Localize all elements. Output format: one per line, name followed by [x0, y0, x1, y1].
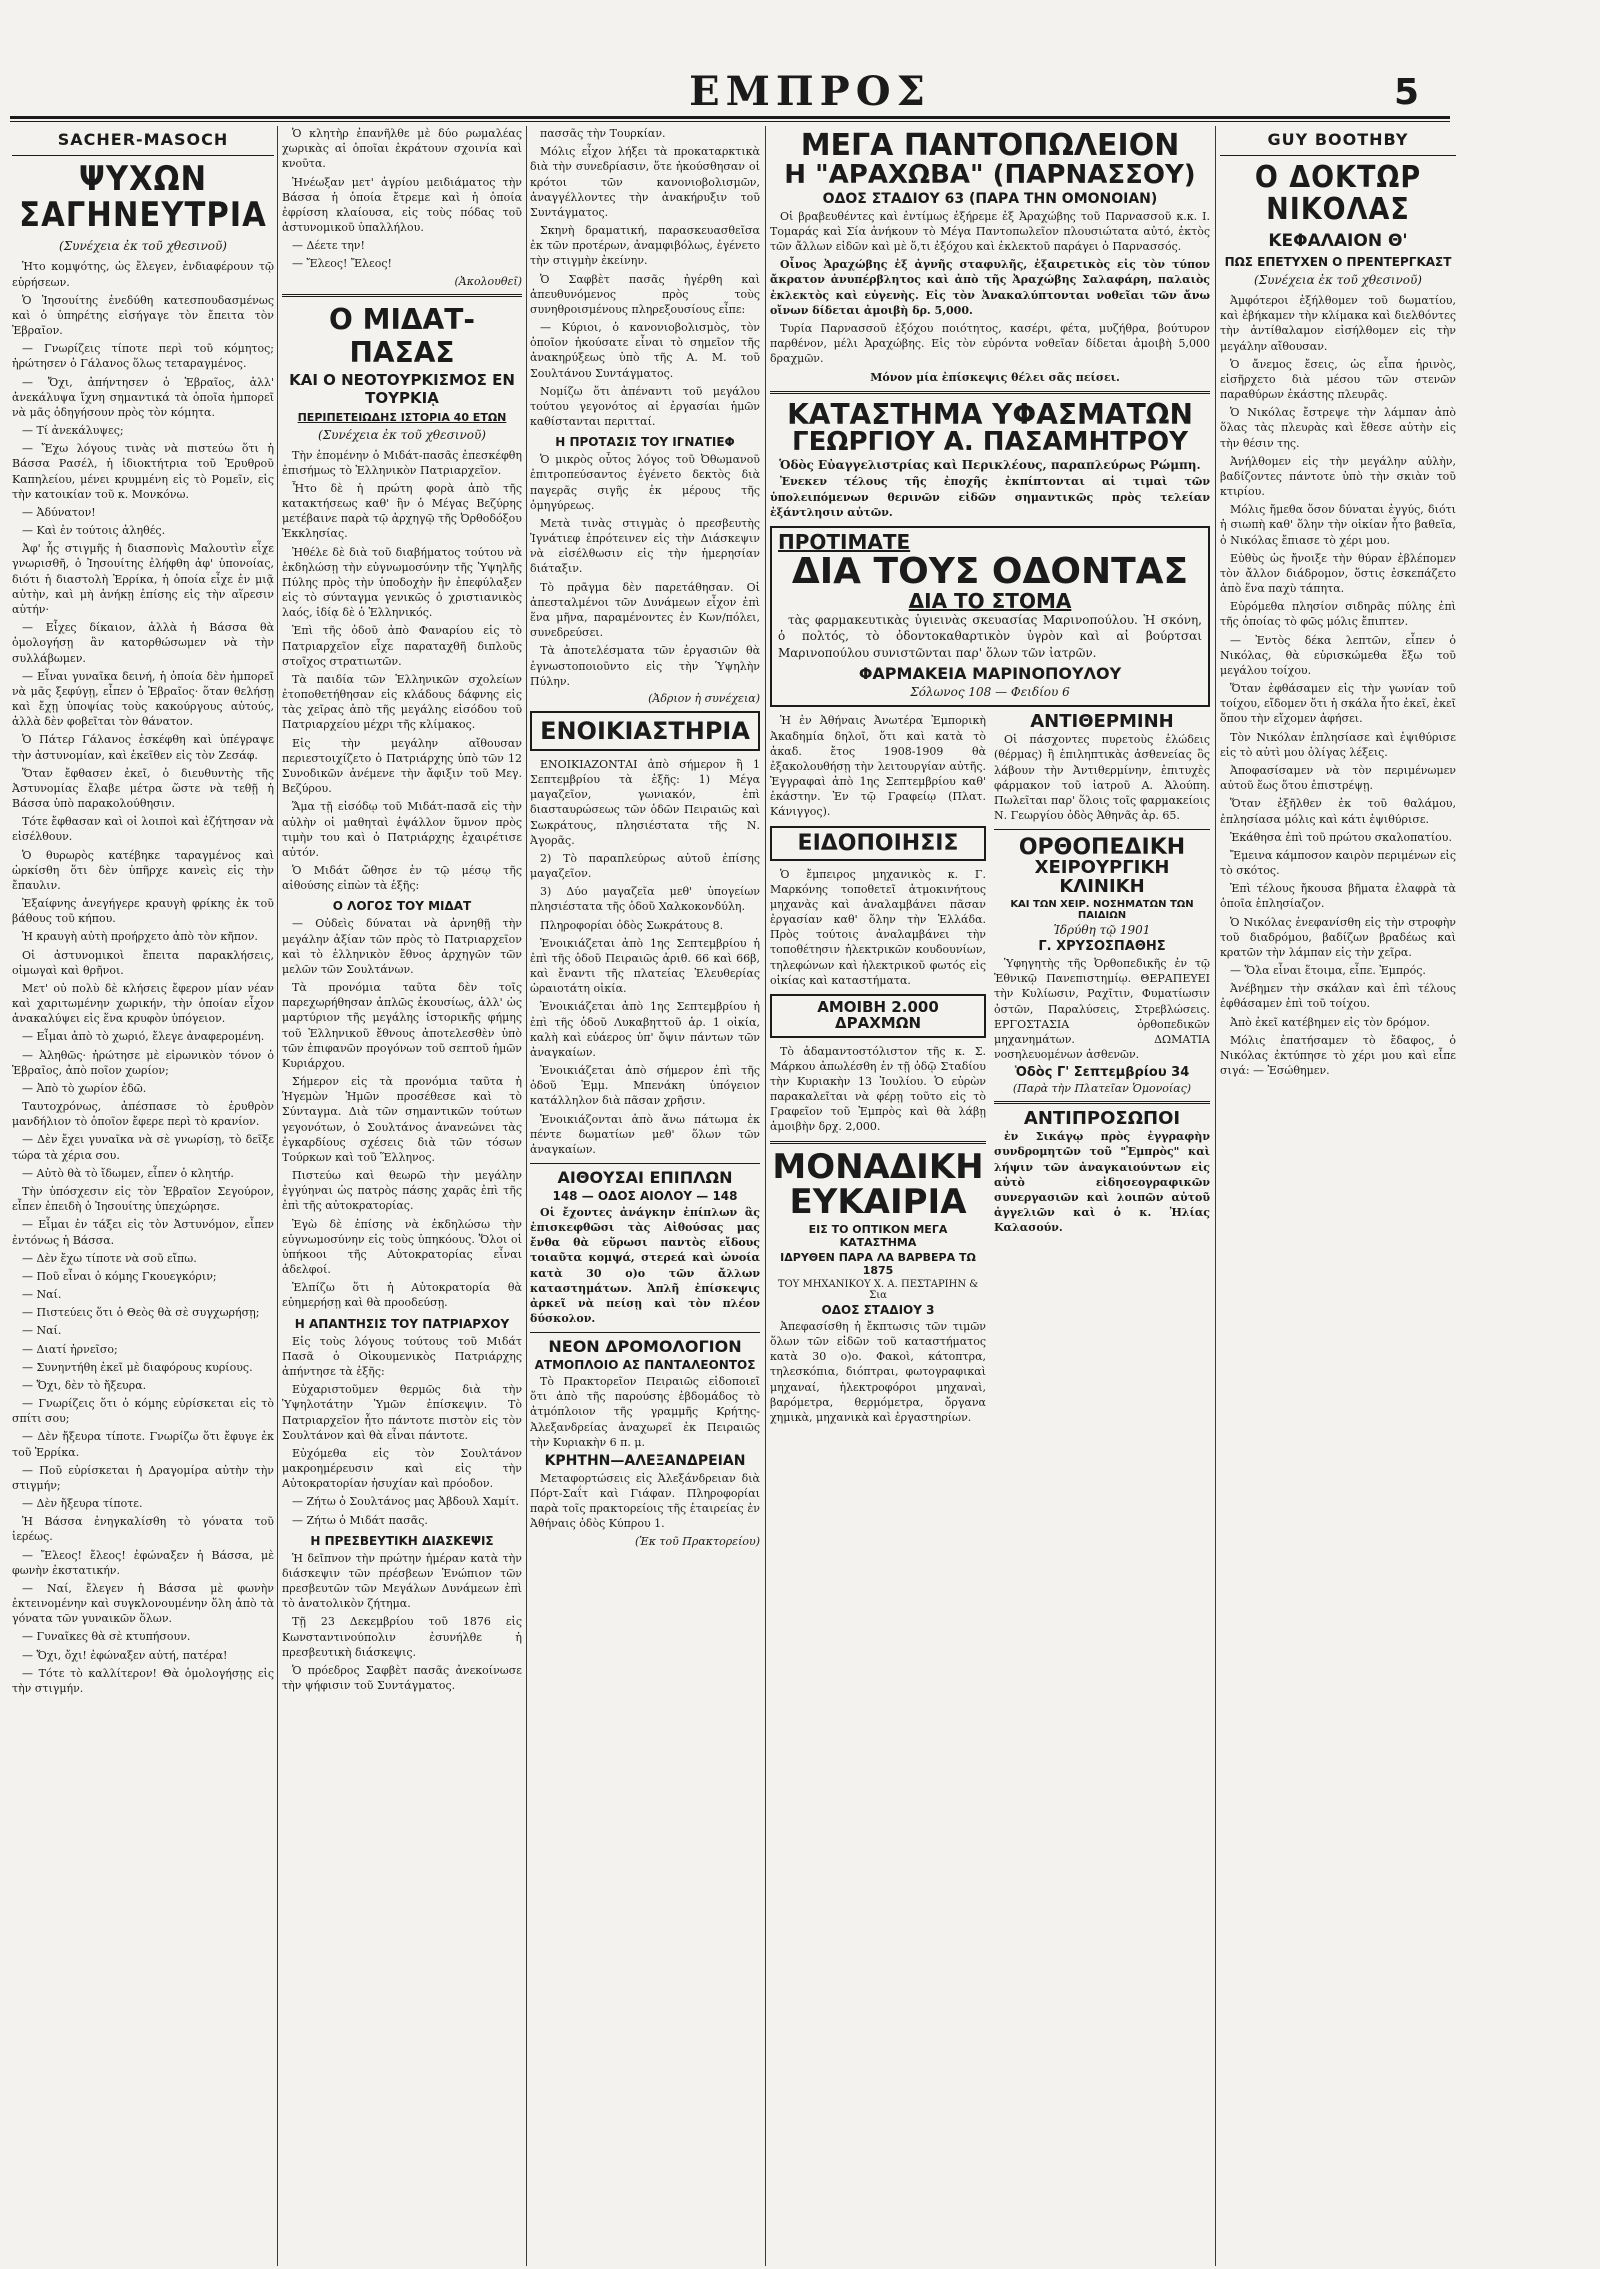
teeth-address: Σόλωνος 108 — Φειδίου 6 — [910, 685, 1070, 700]
paragraph: Μετὰ τινὰς στιγμὰς ὁ πρεσβευτὴς Ἰγνάτιεφ ἐπρότεινεν εἰς τὴν Διάσκεψιν νὰ εἰσέλθωσιν εἰς τὴν ἡμερησίαν διάταξιν. — [530, 516, 760, 576]
rule — [282, 294, 522, 297]
paragraph: Τὰ προνόμια ταῦτα δὲν τοῖς παρεχωρήθησαν ἁπλῶς ἐκουσίως, ἀλλ' ὡς μαρτύριον τῆς μεγάλης ἱστορικῆς φήμης τοῦ Ἑλληνικοῦ ἔθνους ἀποτελεσθὲν ὑπὸ τῶν ἐπιφανῶν προγόνων τοῦ σεπτοῦ ἡμῶν Κυριάρχου. — [282, 981, 522, 1070]
paragraph: — Αὐτὸ θὰ τὸ ἴδωμεν, εἶπεν ὁ κλητήρ. — [22, 1166, 234, 1180]
teeth-pharmacy: ΦΑΡΜΑΚΕΙΑ ΜΑΡΙΝΟΠΟΥΛΟΥ — [858, 664, 1122, 684]
teeth-ad — [770, 526, 1210, 707]
paragraph: Μετ' οὐ πολὺ δὲ κλήσεις ἔφερον μίαν νέαν καὶ χαριτωμένην χωρικήν, τὴν ὁποίαν εἶχον ἀνακαλύψει εἰς ἕνα κρυφὸν ὑπόγειον. — [12, 981, 274, 1026]
paragraph: — Ὄχι, ὄχι! ἐφώναξεν αὐτή, πατέρα! — [22, 1648, 228, 1662]
paragraph: Ἐπὶ τῆς ὁδοῦ ἀπὸ Φαναρίου εἰς τὸ Πατριαρχεῖον εἶχε παραταχθῆ διπλοῦς στοῖχος στρατιωτῶν. — [282, 624, 522, 668]
paragraph: — Τότε τὸ καλλίτερον! Θὰ ὁμολογήσῃς εἰς τὴν στιγμήν. — [12, 1666, 274, 1695]
column-classifieds — [530, 126, 760, 2266]
paragraph: 3) Δύο μαγαζεῖα μεθ' ὑπογείων πλησιέστατα τῆς ὁδοῦ Χαλκοκονδύλη. — [530, 885, 760, 914]
logos-body — [282, 916, 522, 1310]
paragraph: Ἐνοικιάζεται ἀπὸ 1ης Σεπτεμβρίου ἡ ἐπὶ τῆς ὁδοῦ Πειραιῶς ἀριθ. 66 καὶ 66β, καὶ ἔναντι τῆς πλατείας Ἐλευθερίας ὡραιοτάτη οἰκία. — [530, 936, 760, 996]
fabrics-address: Ὁδὸς Εὐαγγελιστρίας καὶ Περικλέους, παραπλεύρως Ρώμπη. — [779, 458, 1201, 473]
reward-box — [770, 994, 986, 1038]
paragraph: Ἠνέωξαν μετ' ἀγρίου μειδιάματος τὴν Βάσσα ἡ ὁποία ἔτρεμε καὶ ἡ ὁποία ἐφρίσση κλαίουσα, εἰς τοὺς πόδας τοῦ ἀστυνομικοῦ ὑπαλλήλου. — [282, 175, 522, 235]
paragraph: Μόλις εἶχον λήξει τὰ προκαταρκτικὰ διὰ τὴν συνεδρίασιν, ὅτε ἠκούσθησαν οἱ κρότοι τῶν κανονιοβολισμῶν, ἀναγγέλλοντες τὴν ἀνακήρυξιν τοῦ Συντάγματος. — [530, 145, 760, 219]
reward-text: Τὸ ἀδαμαντοστόλιστον τῆς κ. Σ. Μάρκου ἀπωλέσθη ἐν τῇ ὁδῷ Σταδίου τὴν Κυριακὴν 13 Ἰουλίου. Ὁ εὑρὼν παρακαλεῖται νὰ φέρῃ τοῦτο εἰς τὸ Γραφεῖον τοῦ Ἐμπρὸς καὶ θὰ λάβῃ ἀμοιβὴν δρχ. 2,000. — [770, 1044, 986, 1134]
grocery-name: Η "ΑΡΑΧΩΒΑ" (ΠΑΡΝΑΣΣΟΥ) — [784, 159, 1196, 190]
paragraph: — Ὄχι, ἀπήντησεν ὁ Ἑβραῖος, ἀλλ' ἀνεκάλυψα ἴχνη σημαντικά τὰ ὁποῖα ἠμπορεῖ νὰ μᾶς ὁδηγήσουν πρὸς τὸν κόμητα. — [12, 375, 274, 419]
teeth-title: ΔΙΑ ΤΟΥΣ ΟΔΟΝΤΑΣ — [791, 550, 1189, 592]
midhat-continuation — [530, 126, 760, 429]
rule — [770, 1141, 986, 1144]
unique-address: ΟΔΟΣ ΣΤΑΔΙΟΥ 3 — [821, 1302, 935, 1317]
rule — [12, 155, 274, 156]
column-serial-novel — [12, 126, 274, 2266]
paragraph: — Δέετε την! — [292, 239, 365, 253]
schedule-sign: (Ἐκ τοῦ Πρακτορείου) — [635, 1534, 760, 1548]
paragraph: Ἠθέλε δὲ διὰ τοῦ διαβήματος τούτου νὰ ἐκδηλώσῃ τὴν εὐγνωμοσύνην τῆς Ὑψηλῆς Πύλης πρὸς τὴν ὑποδοχὴν ἣν ἐπεφύλαξεν εἰς τὸ σύνταγμα γενικῶς ὁ χριστιανικὸς λαός, ἰδίᾳ δὲ ὁ Ἑλληνικός. — [282, 545, 522, 620]
adverts-lower-left — [770, 713, 986, 1428]
paragraph: — Γνωρίζεις τίποτε περὶ τοῦ κόμητος; ἠρώτησεν ὁ Γάλανος ὅλως τεταραγμένος. — [12, 342, 274, 371]
masthead-rule-thin — [10, 121, 1450, 122]
notice-text: Ὁ ἔμπειρος μηχανικὸς κ. Γ. Μαρκόνης τοποθετεῖ ἀτμοκινήτους μηχανὰς καὶ ἀναλαμβάνει πᾶσαν ἐργασίαν καθ' ὅλην τὴν Ἑλλάδα. Πρὸς τούτοις ἀναλαμβάνει τὴν τοποθέτησιν ἠλεκτρικῶν κουδουνίων, τηλεφώνων καὶ ἠλεκτρικοῦ φωτός εἰς οἰκίας καὶ καταστήματα. — [770, 867, 986, 987]
midhat-cont: (Συνέχεια ἐκ τοῦ χθεσινοῦ) — [318, 427, 486, 442]
paragraph: Τὸν Νικόλαν ἐπλησίασε καὶ ἐψιθύρισε εἰς τὸ αὐτὶ μου ὀλίγας λέξεις. — [1220, 730, 1456, 759]
paragraph: Ὁ θυρωρὸς κατέβηκε ταραγμένος καὶ ὡρκίσθη ὅτι δὲν ὑπῆρχε κανεὶς εἰς τὴν ἔπαυλιν. — [12, 848, 274, 892]
unique-owner: ΤΟΥ ΜΗΧΑΝΙΚΟΥ Χ. Α. ΠΕΣΤΑΡΙΗΝ & Σια — [777, 1278, 979, 1301]
paragraph: Τὴν ὑπόσχεσιν εἰς τὸν Ἐβραῖον Σεγούρον, εἶπεν ἐπειδὴ ὁ Ἰησουίτης ὑπεχώρησε. — [12, 1185, 274, 1214]
paragraph: Ὁ Νικόλας ἔστρεψε τὴν λάμπαν ἀπὸ ὅλας τὰς πλευρὰς καὶ ἔθεσε αὐτὴν εἰς τὴν θέσιν της. — [1220, 406, 1456, 450]
paragraph: Τότε ἔφθασαν καὶ οἱ λοιποὶ καὶ ἐζήτησαν νὰ εἰσέλθουν. — [12, 815, 274, 844]
paragraph: — Ποῦ εὑρίσκεται ἡ Δραγομίρα αὐτὴν τὴν στιγμήν; — [12, 1463, 274, 1492]
ortho-note: (Παρὰ τὴν Πλατεῖαν Ὁμονοίας) — [1012, 1082, 1192, 1096]
serial2-title: Ο ΔΟΚΤΩΡ ΝΙΚΟΛΑΣ — [1254, 160, 1422, 227]
paragraph: Ἡ κραυγὴ αὐτὴ προήρχετο ἀπὸ τὸν κῆπον. — [22, 930, 258, 944]
paragraph: Οἱ ἀστυνομικοὶ ἔπειτα παρακλήσεις, οἰμωγαὶ καὶ θρῆνοι. — [12, 948, 274, 977]
unique-title-2: ΕΥΚΑΙΡΙΑ — [789, 1182, 967, 1223]
paragraph: Ἐπὶ τέλους ἤκουσα βῆματα ἐλαφρὰ τὰ ὁποῖα ἐπλησίαζον. — [1220, 882, 1456, 911]
ortho-year: Ἱδρύθη τῷ 1901 — [1053, 923, 1151, 938]
paragraph: Ἐκάθησα ἐπὶ τοῦ πρώτου σκαλοπατίου. — [1230, 830, 1452, 844]
paragraph: Ἔμεινα κάμποσον καιρὸν περιμένων εἰς τὸ σκότος. — [1220, 848, 1456, 878]
paragraph: Ἐξαίφνης ἀνεγήγερε κραυγὴ φρίκης ἐκ τοῦ βάθους τοῦ κήπου. — [12, 897, 274, 926]
paragraph: — Ποῦ εἶναι ὁ κόμης Γκουεγκόριν; — [22, 1269, 217, 1283]
paragraph: — Ἔχω λόγους τινὰς νὰ πιστεύω ὅτι ἡ Βάσσα Ρασέλ, ἡ ἰδιοκτήτρια τοῦ Ἐρυθροῦ Καπηλείου, μένει κρυμμένη εἰς τὸ Ρομεῖν, εἰς τὴν κατοικίαν τοῦ κ. Μονκόνω. — [12, 442, 274, 501]
paragraph: Τὴν ἑπομένην ὁ Μιδάτ-πασᾶς ἐπεσκέφθη ἐπισήμως τὸ Ἑλληνικὸν Πατριαρχεῖον. — [282, 448, 522, 477]
paragraph: Ὁ Σαφβὲτ πασᾶς ἠγέρθη καὶ ἀπευθυνόμενος πρὸς τοὺς συνηθροισμένους πληρεξουσίους εἶπε: — [530, 272, 760, 316]
paragraph: — Πιστεύεις ὅτι ὁ Θεὸς θὰ σὲ συγχωρήσῃ; — [22, 1306, 260, 1320]
paragraph: Ὁ Νικόλας ἐνεφανίσθη εἰς τὴν στροφὴν τοῦ διαδρόμου, βαδίζων βραδέως καὶ κρατῶν τὴν λάμπαν εἰς τὴν χεῖρα. — [1220, 915, 1456, 959]
paragraph: — Δὲν ἔχει γυναῖκα νὰ σὲ γνωρίσῃ, τὸ δεῖξε τώρα τὰ χέρια σου. — [12, 1133, 274, 1162]
ortho-text: Ὑφηγητὴς τῆς Ὀρθοπεδικῆς ἐν τῷ Ἐθνικῷ Πανεπιστημίῳ. ΘΕΡΑΠΕΥΕΙ τὴν Κυλίωσιν, Ραχῖτιν, Φυματίωσιν ὀστῶν, Παραλύσεις, Στρεβλώσεις. ΕΡΓΟΣΤΑΣΙΑ ὀρθοπεδικῶν μηχανημάτων. ΔΩΜΑΤΙΑ νοσηλευομένων ἀσθενῶν. — [994, 957, 1210, 1062]
paragraph: ΕΝΟΙΚΙΑΖΟΝΤΑΙ ἀπὸ σήμερον ἢ 1 Σεπτεμβρίου τὰ ἑξῆς: 1) Μέγα μαγαζεῖον, γωνιακόν, ἐπὶ διασταυρώσεως τῶν ὁδῶν Πειραιῶς καὶ Σωκράτους, πλησιέστατα τῆς Ν. Ἀγορᾶς. — [530, 757, 760, 847]
paragraph: Πληροφορίαι ὁδὸς Σωκράτους 8. — [540, 918, 724, 932]
paragraph: Ἦτο δὲ ἡ πρώτη φορὰ ἀπὸ τῆς κατακτήσεως καθ' ἣν ὁ Μέγας Βεζύρης μετέβαινε παρὰ τῷ ἀρχηγῷ τῆς Ὀρθοδόξου Ἐκκλησίας. — [282, 481, 522, 541]
section-head-apantisis: Η ΑΠΑΝΤΗΣΙΣ ΤΟΥ ΠΑΤΡΙΑΡΧΟΥ — [294, 1316, 510, 1331]
apantisis-body — [282, 1334, 522, 1528]
teeth-subtitle: ΔΙΑ ΤΟ ΣΤΟΜΑ — [908, 588, 1072, 613]
continued-note: (Ἀδριον ἡ συνέχεια) — [648, 691, 760, 705]
paragraph: — Ἐντὸς δέκα λεπτῶν, εἶπεν ὁ Νικόλας, θὰ εὑρισκώμεθα ἔξω τοῦ μεγάλου τοίχου. — [1220, 633, 1456, 677]
paragraph: 2) Τὸ παραπλεύρως αὐτοῦ ἐπίσης μαγαζεῖον. — [530, 851, 760, 881]
ortho-title: ΟΡΘΟΠΕΔΙΚΗ — [1018, 835, 1186, 861]
section-head-protasis: Η ΠΡΟΤΑΣΙΣ ΤΟΥ ΙΓΝΑΤΙΕΦ — [555, 435, 735, 450]
schedule-route: ΚΡΗΤΗΝ—ΑΛΕΞΑΝΔΡΕΙΑΝ — [544, 1452, 746, 1469]
serial2-subtitle: (Συνέχεια ἐκ τοῦ χθεσινοῦ) — [1254, 273, 1422, 287]
rentals-body — [530, 757, 760, 1157]
serial2-chapter-title: ΠΩΣ ΕΠΕΤΥΧΕΝ Ο ΠΡΕΝΤΕΡΓΚΑΣΤ — [1224, 255, 1452, 269]
grocery-text-3: Μόνον μία ἐπίσκεψις θέλει σᾶς πείσει. — [870, 370, 1120, 384]
paragraph: — Ζήτω ὁ Μιδάτ πασᾶς. — [292, 1513, 428, 1527]
paragraph: — Ναί. — [22, 1288, 62, 1302]
paragraph: — Ὅλα εἶναι ἕτοιμα, εἶπε. Ἐμπρός. — [1230, 964, 1426, 978]
midhat-body — [282, 448, 522, 894]
paragraph: — Διατί ἠρνεῖσο; — [22, 1342, 118, 1356]
paragraph: — Ἀδύνατον! — [22, 505, 96, 519]
section-head-presv: Η ΠΡΕΣΒΕΥΤΙΚΗ ΔΙΑΣΚΕΨΙΣ — [310, 1533, 494, 1548]
masthead-rule — [10, 116, 1450, 119]
column-serial-nikolas — [1220, 126, 1456, 2266]
unique-title: ΜΟΝΑΔΙΚΗ — [772, 1146, 984, 1187]
schedule-title: ΝΕΟΝ ΔΡΟΜΟΛΟΓΙΟΝ — [548, 1337, 742, 1357]
section-head-logos: Ο ΛΟΓΟΣ ΤΟΥ ΜΙΔΑΤ — [332, 899, 472, 914]
unique-subtitle-2: ΙΔΡΥΘΕΝ ΠΑΡΑ ΛΑ ΒΑΡΒΕΡΑ ΤΩ 1875 — [780, 1250, 976, 1277]
paragraph: πασσᾶς τὴν Τουρκίαν. — [540, 127, 666, 140]
ortho-doctor: Γ. ΧΡΥΣΟΣΠΑΘΗΣ — [1038, 939, 1166, 955]
paragraph: Ἐνοικιάζονται ἀπὸ ἄνω πάτωμα ἐκ πέντε δωματίων μεθ' ὅλων τῶν ἀναγκαίων. — [530, 1112, 760, 1156]
paragraph: Ἅμα τῇ εἰσόδῳ τοῦ Μιδάτ-πασᾶ εἰς τὴν αὐλὴν οἱ μαθηταὶ ἐψάλλον ὕμνον πρὸς τιμὴν του καὶ ὁ Πατριάρχης ἐχαιρέτισε αὐτόν. — [282, 800, 522, 859]
antipro-title: ΑΝΤΙΠΡΟΣΩΠΟΙ — [1023, 1108, 1181, 1130]
teeth-text: τὰς φαρμακευτικὰς ὑγιεινὰς σκευασίας Μαρινοπούλου. Ἡ σκόνη, ὁ πολτός, τὸ ὀδοντοκαθαρτικὸν ὑγρὸν καὶ αἱ βούρτσαι Μαρινοπούλου συνιστῶνται παρ' ὅλων τῶν ἰατρῶν. — [778, 612, 1202, 660]
paragraph: Εὐθὺς ὡς ἤνοιξε τὴν θύραν ἐβλέπομεν τὸν ἄλλον διάδρομον, ὅστις ἐσκεπάζετο ἀπὸ ἕνα παχὺ τάπητα. — [1220, 551, 1456, 596]
paragraph: — Δὲν ἤξευρα τίποτε. — [22, 1497, 143, 1511]
paragraph: — Εἶχες δίκαιον, ἀλλὰ ἡ Βάσσα θὰ ὁμολογήσῃ ἂν κατορθώσωμεν νὰ τὴν συλλάβωμεν. — [12, 621, 274, 665]
paragraph: Εἰς τοὺς λόγους τούτους τοῦ Μιδάτ Πασᾶ ὁ Οἰκουμενικὸς Πατριάρχης ἀπήντησε τὰ ἑξῆς: — [282, 1334, 522, 1378]
serial2-body — [1220, 293, 1456, 1078]
paragraph: — Ὄχι, δὲν τὸ ἤξευρα. — [22, 1378, 147, 1392]
teeth-tag: ΠΡΟΤΙΜΑΤΕ — [778, 529, 911, 554]
rule — [770, 391, 1210, 394]
grocery-wine: Οἶνος Ἀραχώβης ἐξ ἀγνῆς σταφυλῆς, ἐξαιρετικὸς εἰς τὸν τύπον ἄκρατον ἀνυπέρβλητος καὶ ἀπὸ τῆς Ἀραχώβης Σαλαφάρη, παλαιὸς ἐκλεκτὸς καὶ εὐγενὴς. Εἰς τὸν Ἀνακαλύπτονται νοθεῖαι τῶν ἄνω οἴνων δίδεται ἀμοιβὴ δρ. 5,000. — [770, 258, 1210, 317]
paragraph: Ἡτο κομψότης, ὡς ἔλεγεν, ἐνδιαφέρουν τῷ εὑρήσεων. — [12, 260, 274, 289]
paragraph: Τῇ 23 Δεκεμβρίου τοῦ 1876 εἰς Κωνσταντινούπολιν ἐσυνήλθε ἡ πρεσβευτικὴ διάσκεψις. — [282, 1615, 522, 1659]
paragraph: Ὅταν ἔφθασεν ἐκεῖ, ὁ διευθυντὴς τῆς Ἀστυνομίας ἔλαβε μέτρα ὥστε νὰ τεθῇ ἡ Βάσσα ὑπὸ παρακολούθησιν. — [12, 766, 274, 811]
paragraph: Ἐνοικιάζεται ἀπὸ 1ης Σεπτεμβρίου ἡ ἐπὶ τῆς ὁδοῦ Λυκαβηττοῦ ἀρ. 1 οἰκία, καλὴ καὶ εὐάερος ὑπ' ὄψιν πάντων τῶν ἀναγκαίων. — [530, 1000, 760, 1059]
column-midhat — [282, 126, 522, 2266]
paragraph: — Ἀληθῶς· ἠρώτησε μὲ εἰρωνικὸν τόνον ὁ Ἑβραῖος, ἀπὸ ποῖον χωρίον; — [12, 1048, 274, 1077]
paragraph: Ὁ Πάτερ Γάλανος ἐσκέφθη καὶ ὑπέγραψε τὴν ἀστυνομίαν, καὶ ἐκεῖθεν εἰς τὸν Ζεσάφ. — [12, 733, 274, 762]
paragraph: Ὅταν ἐφθάσαμεν εἰς τὴν γωνίαν τοῦ τοίχου, εἴδομεν ὅτι ἡ σκάλα ἦτο ἐκεῖ, ἐκεῖ ὅπου τὴν εἴχομεν ἀφήσει. — [1220, 682, 1456, 726]
paragraph: — Εἶμαι ἐν τάξει εἰς τὸν Ἀστυνόμον, εἶπεν ἐντόνως ἡ Βάσσα. — [12, 1218, 274, 1247]
paragraph: Νομίζω ὅτι ἀπέναντι τοῦ μεγάλου τούτου γεγονότος αἱ ἐργασίαι ἡμῶν καθίστανται περιτταί. — [530, 384, 760, 429]
furniture-address: 148 — ΟΔΟΣ ΑΙΟΛΟΥ — 148 — [552, 1188, 738, 1203]
column-divider — [765, 126, 766, 2266]
grocery-text: Οἱ βραβευθέντες καὶ ἐντίμως ἐξήρεμε ἐξ Ἀραχώβης τοῦ Παρνασσοῦ κ.κ. Ι. Τομαράς καὶ Σία ἀνήκουν τὸ Μέγα Παντοπωλεῖον πλουσιώτατα αὐτό, ἐκτὸς τῶν ἄλλων εἰδῶν καὶ μὲ ὅ,τι ἐξόχου καὶ ἐκλεκτοῦ παράγει ὁ Παρνασσός. — [770, 209, 1210, 254]
paragraph: Ἐνοικιάζεται ἀπὸ σήμερον ἐπὶ τῆς ὁδοῦ Ἐμμ. Μπενάκη ὑπόγειον κατάλληλον διὰ πᾶσαν χρῆσιν. — [530, 1064, 760, 1108]
rule — [1220, 155, 1456, 156]
paragraph: — Κύριοι, ὁ κανονιοβολισμὸς, τὸν ὁποῖον ἠκούσατε εἶναι τὸ σημεῖον τῆς ἀνακηρύξεως ὑπὸ τῆς Α. Μ. τοῦ Σουλτάνου Συντάγματος. — [530, 321, 760, 380]
paragraph: — Συνηντήθη ἐκεῖ μὲ διαφόρους κυρίους. — [22, 1360, 253, 1374]
paragraph: Ταυτοχρόνως, ἀπέσπασε τὸ ἐρυθρὸν μανδήλιον τὸ ὁποῖον ἔφερε περὶ τὸ κρανίον. — [12, 1100, 274, 1129]
paragraph: — Ἔλεος! ἔλεος! ἐφώναξεν ἡ Βάσσα, μὲ φωνὴν ἐκστατικήν. — [12, 1548, 274, 1577]
schedule-text: Τὸ Πρακτορεῖον Πειραιῶς εἰδοποιεῖ ὅτι ἀπὸ τῆς παρούσης ἑβδομάδος τὸ ἀτμόπλοιον τῆς γραμμῆς Κρήτης-Ἀλεξανδρείας ἀναχωρεῖ ἐκ Πειραιῶς τὴν Κυριακὴν 6 π. μ. — [530, 1375, 760, 1449]
midhat-subtitle: ΚΑΙ Ο ΝΕΟΤΟΥΡΚΙΣΜΟΣ ΕΝ ΤΟΥΡΚΙᾼ — [289, 370, 515, 407]
rentals-header-box — [530, 711, 760, 751]
serial-title: ΨΥΧΩΝ ΣΑΓΗΝΕΥΤΡΙΑ — [19, 159, 267, 235]
fabrics-name: ΓΕΩΡΓΙΟΥ Α. ΠΑΣΑΜΗΤΡΟΥ — [792, 427, 1188, 458]
paragraph: — Ναί, ἔλεγεν ἡ Βάσσα μὲ φωνὴν ἐκτεινομένην καὶ συγκλονουμένην ὅλη ἀπὸ τὰ γόνατα τῶν γυναικῶν ὅλων. — [12, 1581, 274, 1626]
paragraph: Σκηνὴ δραματική, παρασκευασθεῖσα ἐκ τῶν προτέρων, ἀναμφιβόλως, ἐγένετο τὴν στιγμὴν ἐκείνην. — [530, 224, 760, 268]
antithermine-text: Οἱ πάσχοντες πυρετοὺς ἑλώδεις (θέρμας) ἢ ἐπιληπτικὰς ἀσθενείας ὃς λάβουν τὴν Ἀντιθερμίνην, ἐπιτυχὲς φάρμακον τοῦ ἰατροῦ Α. Ἀλούπη. Πωλεῖται παρ' ὅλοις τοῖς φαρμακείοις Ν. Γεωργίου ὁδὸς Ἀθηνᾶς ἀρ. 65. — [994, 733, 1210, 823]
paragraph: — Γνωρίζεις ὅτι ὁ κόμης εὑρίσκεται εἰς τὸ σπίτι σου; — [12, 1397, 274, 1426]
paragraph: Ἀποφασίσαμεν νὰ τὸν περιμένωμεν αὐτοῦ ἕως ὅτου ἐπιστρέψῃ. — [1220, 763, 1456, 793]
paragraph: — Εἶμαι ἀπὸ τὸ χωριό, ἔλεγε ἀναφερομένη. — [22, 1030, 265, 1044]
paragraph: Μόλις ἐπατήσαμεν τὸ ἔδαφος, ὁ Νικόλας ἐκτύπησε τὸ χέρι μου καὶ εἶπε σιγά: — Ἐσώθημεν. — [1220, 1033, 1456, 1078]
rule — [530, 1163, 760, 1164]
paragraph: Τὰ ἀποτελέσματα τῶν ἐργασιῶν θὰ ἐγνωστοποιοῦντο εἰς τὴν Ὑψηλὴν Πύλην. — [530, 644, 760, 688]
paragraph: — Ναί. — [22, 1324, 62, 1338]
unique-text: Ἀπεφασίσθη ἡ ἔκπτωσις τῶν τιμῶν ὅλων τῶν εἰδῶν τοῦ καταστήματος κατὰ 30 ο)ο. Φακοὶ, κάτοπτρα, τηλεσκόπια, διόπτραι, φωτογραφικαὶ μηχαναί, ἠλεκτροφόροι μηχαναὶ, βαρόμετρα, θερμόμετρα, ὄργανα χημικὰ, μηχανικὰ καὶ ἐργαστηρίων. — [770, 1319, 986, 1424]
paragraph: — Δὲν ἔχω τίποτε νὰ σοῦ εἴπω. — [22, 1251, 197, 1265]
paragraph: Εἰς τὴν μεγάλην αἴθουσαν περιεστοιχίζετο ὁ Πατριάρχης ὑπὸ τῶν 12 Συνοδικῶν ἀνέμενε τὴν ἄφιξιν τοῦ Μεγ. Βεζύρου. — [282, 736, 522, 796]
paragraph: — Εἶναι γυναῖκα δεινή, ἡ ὁποία δὲν ἠμπορεῖ νὰ μᾶς ξεφύγῃ, εἶπεν ὁ Ἑβραῖος· ὅταν θελήσῃ καὶ ἔχῃ ὑποψίας τοὺς κακούργους αὐτούς, ἀλλὰ δὲν φοβεῖται τὸν θάνατον. — [12, 669, 274, 729]
grocery-address: ΟΔΟΣ ΣΤΑΔΙΟΥ 63 (ΠΑΡΑ ΤΗΝ ΟΜΟΝΟΙΑΝ) — [822, 190, 1158, 207]
serial-author: SACHER-MASOCH — [57, 130, 229, 149]
ortho-subtitle-2: ΚΑΙ ΤΩΝ ΧΕΙΡ. ΝΟΣΗΜΑΤΩΝ ΤΩΝ ΠΑΙΔΙΩΝ — [1010, 899, 1194, 922]
paragraph: Ἀνέβημεν τὴν σκάλαν καὶ ἐπὶ τέλους ἐφθάσαμεν ἐπὶ τοῦ τοίχου. — [1220, 982, 1456, 1011]
paragraph: Ἡ Βάσσα ἐνηγκαλίσθη τὸ γόνατα τοῦ ἱερέως. — [12, 1515, 274, 1544]
paragraph: — Καὶ ἐν τούτοις ἀληθές. — [22, 524, 166, 538]
paragraph: Τὰ παιδία τῶν Ἑλληνικῶν σχολείων ἐτοποθετήθησαν εἰς κλάδους δάφνης εἰς τὰς χεῖρας ἀπὸ τῆς μεγάλης εἰσόδου τοῦ Πατριαρχείου μέχρι τῆς κλίμακος. — [282, 672, 522, 732]
serial2-author: GUY BOOTHBY — [1267, 130, 1409, 149]
paragraph: Μόλις ἤμεθα ὅσον δύναται ἐγγύς, διότι ἡ σιωπὴ καθ' ὅλην τὴν οἰκίαν ἦτο βαθεῖα, ὁ Νικόλας ἔπιασε τὸ χέρι μου. — [1220, 503, 1456, 547]
paragraph: Ὅταν ἐξῆλθεν ἐκ τοῦ θαλάμου, ἐπλησίασα μόλις καὶ κάτι ἐψιθύρισε. — [1220, 797, 1456, 826]
column-adverts — [770, 126, 1210, 2266]
serial-body — [12, 259, 274, 1696]
page-number: 5 — [1394, 72, 1420, 113]
paragraph: — Οὐδεὶς δύναται νὰ ἀρνηθῇ τὴν μεγάλην ἀξίαν τῶν πρὸς τὸ Πατριαρχεῖον καὶ τὸ ἑλληνικὸν ἔθνος ἀρχηγῶν τῶν μελῶν τῶν Σουλτάνων. — [282, 917, 522, 976]
adverts-lower — [770, 713, 1210, 1428]
paragraph: Ἡ δεῖπνον τὴν πρώτην ἡμέραν κατὰ τὴν διάσκεψιν τῶν πρέσβεων Ἐνώπιον τῶν πρεσβευτῶν τῶν Μεγάλων Δυνάμεων ἐπὶ τὸ ἀνατολικὸν ζήτημα. — [282, 1551, 522, 1611]
paragraph: Τὸ πρᾶγμα δὲν παρετάθησαν. Οἱ ἀπεσταλμένοι τῶν Δυνάμεων εἶχον ἐπὶ ἕνα μῆνα, παραμένοντες ἐν Κων/πόλει, συνεδρεύσει. — [530, 580, 760, 640]
paragraph: Ὁ Μιδάτ ὤθησε ἐν τῷ μέσῳ τῆς αἰθούσης εἰπὼν τὰ ἑξῆς: — [282, 864, 522, 893]
rule — [994, 1101, 1210, 1104]
rentals-title: ΕΝΟΙΚΙΑΣΤΗΡΙΑ — [540, 716, 750, 745]
paragraph: Ἀνήλθομεν εἰς τὴν μεγάλην αὐλὴν, βαδίζοντες πάντοτε ὑπὸ τὴν σκιὰν τοῦ κτιρίου. — [1220, 454, 1456, 499]
paragraph: — Δὲν ἤξευρα τίποτε. Γνωρίζω ὅτι ἔφυγε ἐκ τοῦ Ἑρρίκα. — [12, 1430, 274, 1459]
notice-title: ΕΙΔΟΠΟΙΗΣΙΣ — [797, 830, 959, 856]
serial-ending — [282, 126, 522, 272]
fabrics-text: Ἐνεκεν τέλους τῆς ἐποχῆς ἐκπίπτονται αἱ τιμαὶ τῶν ὑπολειπόμενων θερινῶν εἰδῶν σημαντικῶς πρὸς τελείαν ἐξάντλησιν αὐτῶν. — [770, 475, 1210, 519]
grocery-title: ΜΕΓΑ ΠΑΝΤΟΠΩΛΕΙΟΝ — [800, 128, 1180, 163]
paragraph: Ὁ Ἰησουίτης ἐνεδύθη κατεσπουδασμένως καὶ ὁ ὑπηρέτης εἰσήγαγε τὸν ἔπειτα τὸν Ἐβραῖον. — [12, 293, 274, 338]
paragraph: — Γυναῖκες θὰ σὲ κτυπήσουν. — [22, 1630, 191, 1644]
column-divider — [1215, 126, 1216, 2266]
paragraph: Εὐχαριστοῦμεν θερμῶς διὰ τὴν Ὑψηλοτάτην Ὑμῶν ἐπίσκεψιν. Τὸ Πατριαρχεῖον ἦτο πάντοτε πιστὸν εἰς τὸν Σουλτάνον καὶ θὰ εἶναι πάντοτε. — [282, 1383, 522, 1442]
paragraph: — Τί ἀνεκάλυψες; — [22, 424, 124, 438]
adverts-lower-right — [994, 713, 1210, 1428]
presv-body — [282, 1551, 522, 1694]
furniture-text: Οἱ ἔχοντες ἀνάγκην ἐπίπλων ἃς ἐπισκεφθῶσι τὰς Αἰθούσας μας ἔνθα θὰ εὕρωσι παντὸς εἴδους τοιαῦτα κομψά, στερεά καὶ ὠνοία κατὰ 30 ο)ο τῶν ἄλλων καταστημάτων. Ἀπλῆ ἐπίσκεψις ἀρκεῖ νὰ πείσῃ καὶ τὸν πλέον δύσκολον. — [530, 1205, 760, 1326]
serial-subtitle: (Συνέχεια ἐκ τοῦ χθεσινοῦ) — [59, 239, 227, 254]
serial2-chapter: ΚΕΦΑΛΑΙΟΝ Θ' — [1268, 231, 1408, 251]
furniture-title: ΑΙΘΟΥΣΑΙ ΕΠΙΠΛΩΝ — [557, 1168, 733, 1188]
paragraph: Ὁ πρόεδρος Σαφβὲτ πασᾶς ἀνεκοίνωσε τὴν ψήφισιν τοῦ Συντάγματος. — [282, 1663, 522, 1693]
paragraph: Ἀπὸ ἐκεῖ κατέβημεν εἰς τὸν δρόμον. — [1230, 1015, 1430, 1029]
midhat-title: Ο ΜΙΔΑΤ-ΠΑΣΑΣ — [329, 302, 475, 369]
paragraph: Εὑρόμεθα πλησίον σιδηρᾶς πύλης ἐπὶ τῆς ὁποίας τὸ φῶς μόλις ἔπιπτεν. — [1220, 600, 1456, 629]
paragraph: Ἀφ' ἧς στιγμῆς ἡ διασπονὶς Μαλουτὶν εἶχε γνωρισθῆ, ὁ Ἰησουίτης ἐλήφθη ἀφ' ὑπονοίας, διότι ἡ διαστολὴ Ἐρρίκα, ἡ ὁποία εἶχε ἐν μιᾷ αὐτὴν, καὶ μὴ ἀνήκῃ ἐπίσης εἰς τὴν αἵρεσιν αὐτήν· — [12, 542, 274, 616]
protasis-body — [530, 452, 760, 689]
academy-text: Ἡ ἐν Ἀθήναις Ἀνωτέρα Ἐμπορικὴ Ἀκαδημία δηλοῖ, ὅτι καὶ κατὰ τὸ ἀκαδ. ἔτος 1908-1909 θὰ ἐξακολουθήσῃ τὴν λειτουργίαν αὐτῆς. Ἐγγραφαὶ ἀπὸ 1ης Σεπτεμβρίου καθ' ἑκάστην. Ἐν τῷ Γραφείῳ (Πλατ. Κάνιγγος). — [770, 714, 986, 819]
paragraph: Εὐχόμεθα εἰς τὸν Σουλτάνον μακροημέρευσιν καὶ εἰς τὴν Αὐτοκρατορίαν ἡσυχίαν καὶ πρόοδον. — [282, 1446, 522, 1491]
paragraph: — Ζήτω ὁ Σουλτάνος μας Ἀβδουλ Χαμίτ. — [292, 1495, 520, 1509]
column-divider — [277, 126, 278, 2266]
midhat-tag: ΠΕΡΙΠΕΤΕΙΩΔΗΣ ΙΣΤΟΡΙΑ 40 ΕΤΩΝ — [297, 410, 507, 424]
antipro-text: ἐν Σικάγῳ πρὸς ἐγγραφὴν συνδρομητῶν τοῦ "Ἐμπρὸς" καὶ λήψιν τῶν ἀναγκαιούντων εἰς αὐτὸ εἰδησεογραφικῶν συνεργασιῶν καὶ λοιπῶν αὐτοῦ ἀγγελιῶν καὶ ὁ κ. Ἠλίας Καλασούν. — [994, 1130, 1210, 1235]
schedule-text-2: Μεταφορτώσεις εἰς Ἀλεξάνδρειαν διὰ Πόρτ-Σαΐτ καὶ Γιάφαν. Πληροφορίαι παρὰ τοῖς πρακτορείοις τῆς ἑταιρείας ἐν Ἀθήναις ὁδὸς Κύπρου 1. — [530, 1471, 760, 1531]
column-divider — [526, 126, 527, 2266]
schedule-subtitle: ΑΤΜΟΠΛΟΙΟ ΑΣ ΠΑΝΤΑΛΕΟΝΤΟΣ — [534, 1358, 756, 1373]
paragraph: Ὁ ἄνεμος ἔσεις, ὡς εἶπα ἠρινὸς, εἰσῆρχετο διὰ μέσου τῶν στενῶν παραθύρων ἐκάστης πλευρᾶς. — [1220, 357, 1456, 402]
unique-subtitle: ΕΙΣ ΤΟ ΟΠΤΙΚΟΝ ΜΕΓΑ ΚΑΤΑΣΤΗΜΑ — [808, 1222, 948, 1249]
paragraph: Ἐλπίζω ὅτι ἡ Αὐτοκρατορία θὰ εὐημερήσῃ καὶ θὰ προοδεύσῃ. — [282, 1281, 522, 1310]
masthead — [0, 0, 1600, 130]
ortho-subtitle: ΧΕΙΡΟΥΡΓΙΚΗ ΚΛΙΝΙΚΗ — [1034, 857, 1170, 898]
paragraph: Ὁ μικρὸς οὗτος λόγος τοῦ Ὀθωμανοῦ ἐπιτροπεύσαντος ἐγένετο δεκτὸς διὰ παγερᾶς σιγῆς ἐκ μέρους τῆς ὁμηγύρεως. — [530, 453, 760, 512]
paragraph: Ἀμφότεροι ἐξήλθομεν τοῦ δωματίου, καὶ ἐβήκαμεν τὴν κλίμακα καὶ διελθόντες τὴν ἀντίθαλαμον εἰσήλθομεν εἰς τὴν μεγάλην αἴθουσαν. — [1220, 294, 1456, 353]
reward-title: ΑΜΟΙΒΗ 2.000 ΔΡΑΧΜΩΝ — [817, 998, 939, 1032]
paragraph: Ὁ κλητὴρ ἐπανῆλθε μὲ δύο ρωμαλέας χωρικὰς αἱ ὁποῖαι ἐκράτουν σχοινία καὶ κνοῦτα. — [282, 127, 522, 171]
ortho-address: Ὁδὸς Γ' Σεπτεμβρίου 34 — [1014, 1065, 1190, 1081]
paragraph: — Ἔλεος! Ἔλεος! — [292, 257, 392, 271]
paragraph: Πιστεύω καὶ θεωρῶ τὴν μεγάλην ἐγγύηναι ὡς πατρὸς πάσης χαρᾶς ἐπὶ τῆς ἐπὶ τῆς αὐτοκρατορίας. — [282, 1169, 522, 1213]
rule — [530, 1332, 760, 1333]
notice-box — [770, 826, 986, 861]
continued-note: (Ἀκολουθεῖ) — [454, 274, 522, 288]
paragraph: — Ἀπὸ τὸ χωρίον ἐδῶ. — [22, 1081, 147, 1095]
rule — [994, 829, 1210, 830]
fabrics-title: ΚΑΤΑΣΤΗΜΑ ΥΦΑΣΜΑΤΩΝ — [787, 397, 1193, 431]
newspaper-title: ΕΜΠΡΟΣ — [689, 68, 931, 115]
grocery-text-2: Τυρία Παρνασσοῦ ἐξόχου ποιότητος, κασέρι, φέτα, μυζήθρα, βούτυρον παρθένον, μέλι Ἀραχώβης. Εἰς τὸν εὑρόντα νοθεῖαν δίδεται ἀμοιβὴ 5,000 δραχμῶν. — [770, 322, 1210, 366]
antithermine-title: ΑΝΤΙΘΕΡΜΙΝΗ — [1030, 711, 1174, 733]
paragraph: Σήμερον εἰς τὰ προνόμια ταῦτα ἡ Ἡγεμὼν Ἡμῶν προσέθεσε καὶ τὸ Σύνταγμα. Διὰ τῶν σημαντικῶν τούτων γεγονότων, ὁ Σουλτάνος ἀνανεώνει τὰς ἐγκαρδίους σχέσεις διὰ τῶν τόσων Τούρκων καὶ τοῦ Ἕλληνος. — [282, 1075, 522, 1164]
paragraph: Ἐγὼ δὲ ἐπίσης νὰ ἐκδηλώσω τὴν εὐγνωμοσύνην εἰς τοὺς ὑπηκόους. Ὅλοι οἱ ὑπήκοοι τῆς Αὐτοκρατορίας εἶναι ἀδελφοί. — [282, 1217, 522, 1277]
